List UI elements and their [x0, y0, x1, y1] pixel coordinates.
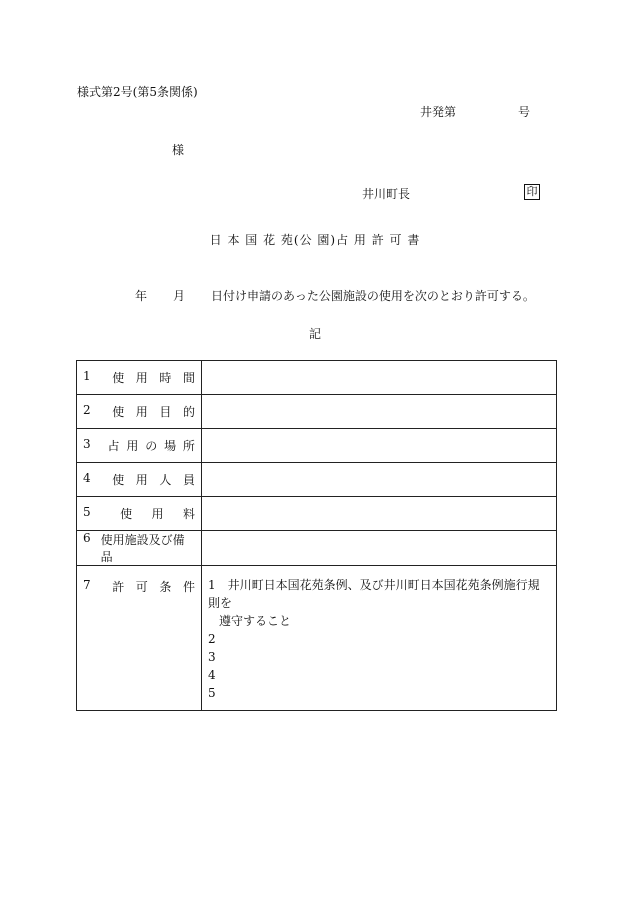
row-value-field[interactable]	[202, 429, 557, 463]
permit-details-table	[76, 360, 557, 711]
row-value-field[interactable]	[202, 361, 557, 395]
row-label-char: 時	[159, 371, 172, 385]
row-label	[77, 497, 202, 531]
condition-item: 4	[208, 668, 216, 682]
row-label-char: の	[145, 439, 158, 453]
condition-item: 5	[208, 686, 216, 700]
row-label-char: 使用施設及び備品	[100, 533, 185, 564]
document-title: 日 本 国 花 苑(公 園)占 用 許 可 書	[209, 233, 421, 247]
row-label-char: 場	[164, 439, 177, 453]
ki-heading: 記	[308, 327, 321, 341]
row-number: 6	[83, 531, 91, 545]
row-number: 2	[83, 403, 91, 417]
table-row	[77, 497, 557, 531]
row-label-char: 料	[182, 507, 195, 521]
row-label-char: 使	[120, 507, 133, 521]
row-label-char: 所	[182, 439, 195, 453]
issuer-name: 井川町長	[362, 187, 411, 201]
row-label	[77, 429, 202, 463]
addressee-honorific: 様	[172, 143, 185, 157]
row-label-char: 占	[107, 439, 120, 453]
table-row-conditions	[77, 566, 557, 711]
table-row	[77, 463, 557, 497]
row-label-char: 用	[135, 473, 148, 487]
row-value-field[interactable]	[202, 531, 557, 566]
row-label	[77, 566, 202, 711]
intro-month: 月	[173, 289, 186, 303]
row-number: 5	[83, 505, 91, 519]
row-label-char: 条	[159, 580, 172, 594]
row-label-char: 的	[182, 405, 195, 419]
row-label-char: 件	[182, 580, 195, 594]
form-number: 様式第2号(第5条関係)	[77, 85, 198, 99]
row-label-char: 目	[159, 405, 172, 419]
condition-item: 2	[208, 632, 216, 646]
row-number: 4	[83, 471, 91, 485]
row-label-char: 用	[126, 439, 139, 453]
row-label	[77, 463, 202, 497]
table-row	[77, 361, 557, 395]
row-number: 7	[83, 578, 91, 592]
row-label-char: 許	[112, 580, 125, 594]
row-label	[77, 361, 202, 395]
row-value-field[interactable]	[202, 395, 557, 429]
row-label-char: 可	[135, 580, 148, 594]
row-label-char: 使	[112, 405, 125, 419]
intro-text: 日付け申請のあった公園施設の使用を次のとおり許可する。	[211, 289, 535, 303]
condition-item: 1 井川町日本国花苑条例、及び井川町日本国花苑条例施行規則を	[208, 578, 540, 610]
row-label-char: 員	[182, 473, 195, 487]
document-number	[420, 103, 530, 120]
conditions-field[interactable]	[202, 566, 557, 711]
table-row	[77, 531, 557, 566]
row-label-char: 人	[159, 473, 172, 487]
table-row	[77, 429, 557, 463]
condition-item: 3	[208, 650, 216, 664]
row-label-char: 使	[112, 371, 125, 385]
row-label-char: 使	[112, 473, 125, 487]
row-label	[77, 395, 202, 429]
row-label-char: 用	[135, 405, 148, 419]
row-value-field[interactable]	[202, 463, 557, 497]
row-number: 3	[83, 437, 91, 451]
row-label-char: 用	[151, 507, 164, 521]
row-number: 1	[83, 369, 91, 383]
seal-mark: 印	[524, 184, 540, 200]
intro-year: 年	[135, 289, 148, 303]
row-label-char: 間	[182, 371, 195, 385]
row-label-char: 用	[135, 371, 148, 385]
document-number-suffix: 号	[518, 105, 531, 119]
condition-item: 遵守すること	[219, 614, 292, 628]
table-row	[77, 395, 557, 429]
row-label	[77, 531, 202, 566]
row-value-field[interactable]	[202, 497, 557, 531]
intro-sentence	[135, 287, 535, 304]
document-number-prefix: 井発第	[420, 105, 457, 119]
